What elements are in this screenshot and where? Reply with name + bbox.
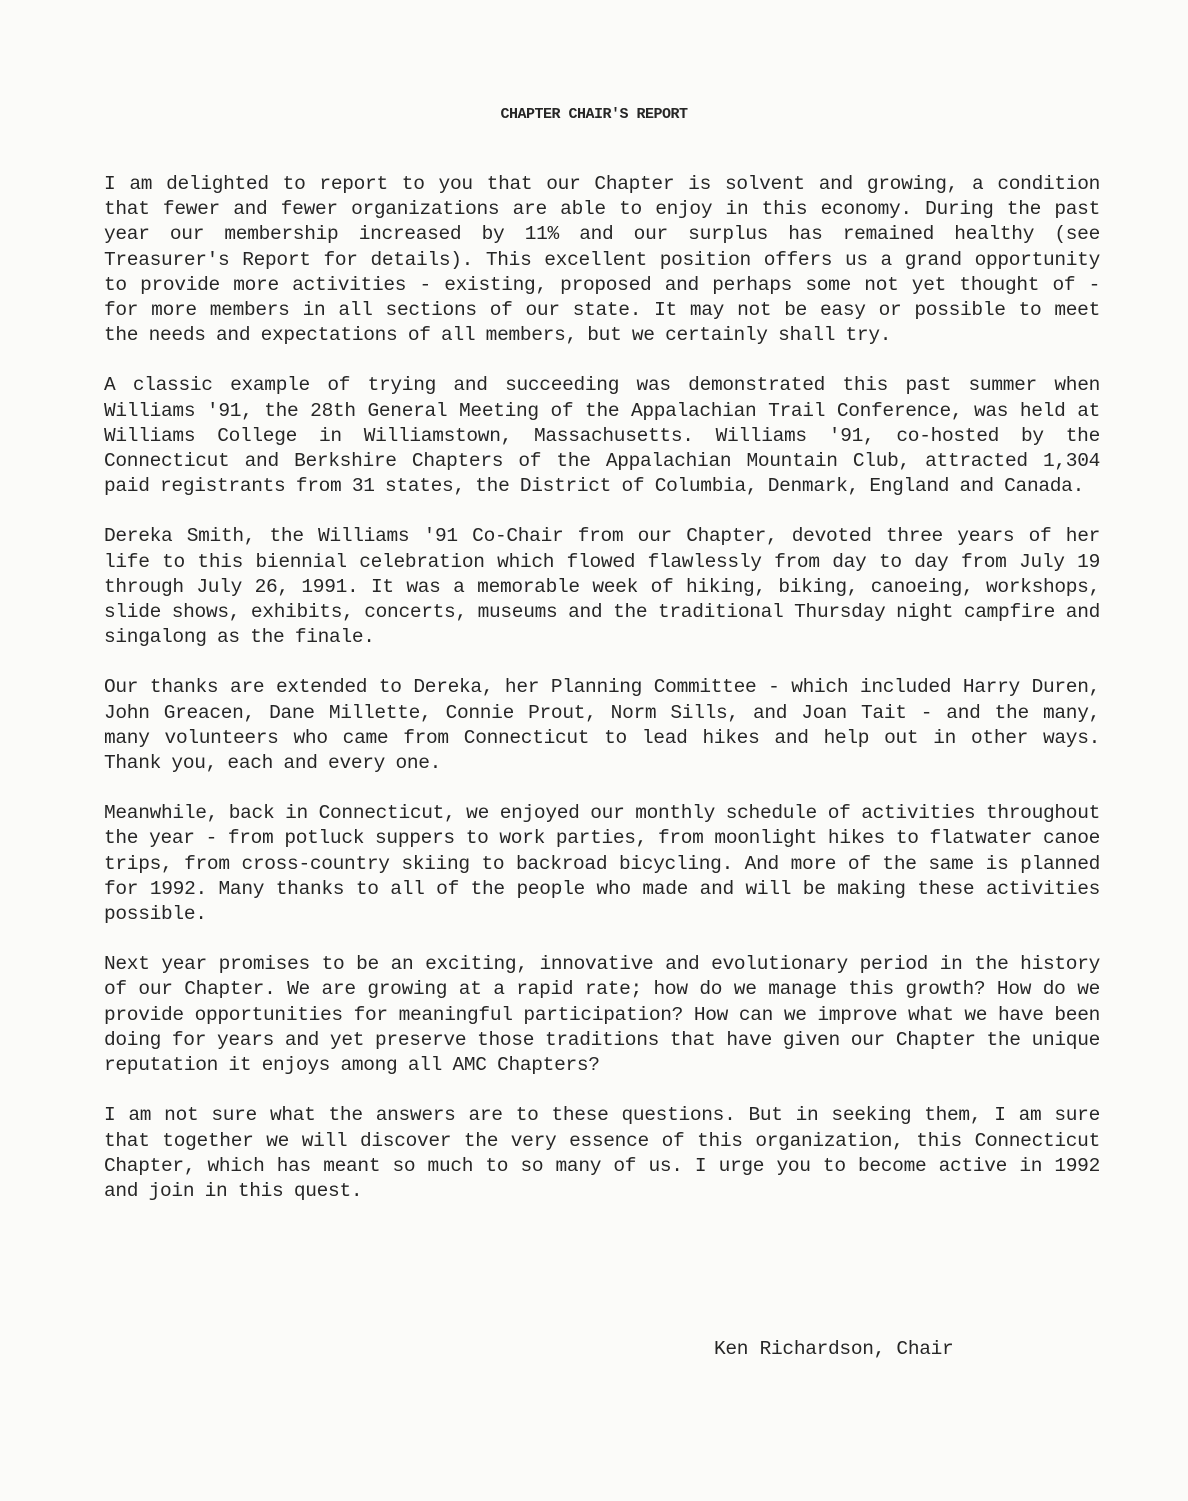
report-body bbox=[104, 172, 1100, 1229]
paragraph-7: I am not sure what the answers are to these questions. But in seeking them, I am sure that together we will discover the very essence of this organization, this Connecticut Chapter, which has meant so much to so many of us. I urge you to become active in 1992 and join in this quest. bbox=[104, 1104, 1100, 1202]
paragraph-4: Our thanks are extended to Dereka, her Planning Committee - which included Harry Duren, John Greacen, Dane Millette, Connie Prout, Norm Sills, and Joan Tait - and the many, many volunteers who came from Connecticut to lead hikes and help out in other ways. Thank you, each and every one. bbox=[104, 676, 1100, 775]
page-title: CHAPTER CHAIR'S REPORT bbox=[500, 106, 688, 123]
signature: Ken Richardson, Chair bbox=[714, 1338, 954, 1360]
paragraph-3: Dereka Smith, the Williams '91 Co-Chair from our Chapter, devoted three years of her life to this biennial celebration which flowed flawlessly from day to day from July 19 through July 26, 1991. It was a memorable week of hiking, biking, canoeing, workshops, slide shows, exhibits, concerts, museums and the traditional Thursday night campfire and singalong as the finale. bbox=[104, 525, 1100, 649]
paragraph-6: Next year promises to be an exciting, innovative and evolutionary period in the history of our Chapter. We are growing at a rapid rate; how do we manage this growth? How do we provide opportunities for meaningful participation? How can we improve what we have been doing for years and yet preserve those traditions that have given our Chapter the unique reputation it enjoys among all AMC Chapters? bbox=[104, 953, 1100, 1077]
paragraph-1: I am delighted to report to you that our Chapter is solvent and growing, a condition that fewer and fewer organizations are able to enjoy in this economy. During the past year our membership increased by 11% and our surplus has remained healthy (see Treasurer's Report for details). This excellent position offers us a grand opportunity to provide more activities - existing, proposed and perhaps some not yet thought of - for more members in all sections of our state. It may not be easy or possible to meet the needs and expectations of all members, but we certainly shall try. bbox=[104, 173, 1100, 347]
paragraph-5: Meanwhile, back in Connecticut, we enjoyed our monthly schedule of activities throughout the year - from potluck suppers to work parties, from moonlight hikes to flatwater canoe trips, from cross-country skiing to backroad bicycling. And more of the same is planned for 1992. Many thanks to all of the people who made and will be making these activities possible. bbox=[104, 802, 1100, 926]
paragraph-2: A classic example of trying and succeeding was demonstrated this past summer when Williams '91, the 28th General Meeting of the Appalachian Trail Conference, was held at Williams College in Williamstown, Massachusetts. Williams '91, co-hosted by the Connecticut and Berkshire Chapters of the Appalachian Mountain Club, attracted 1,304 paid registrants from 31 states, the District of Columbia, Denmark, England and Canada. bbox=[104, 374, 1100, 498]
